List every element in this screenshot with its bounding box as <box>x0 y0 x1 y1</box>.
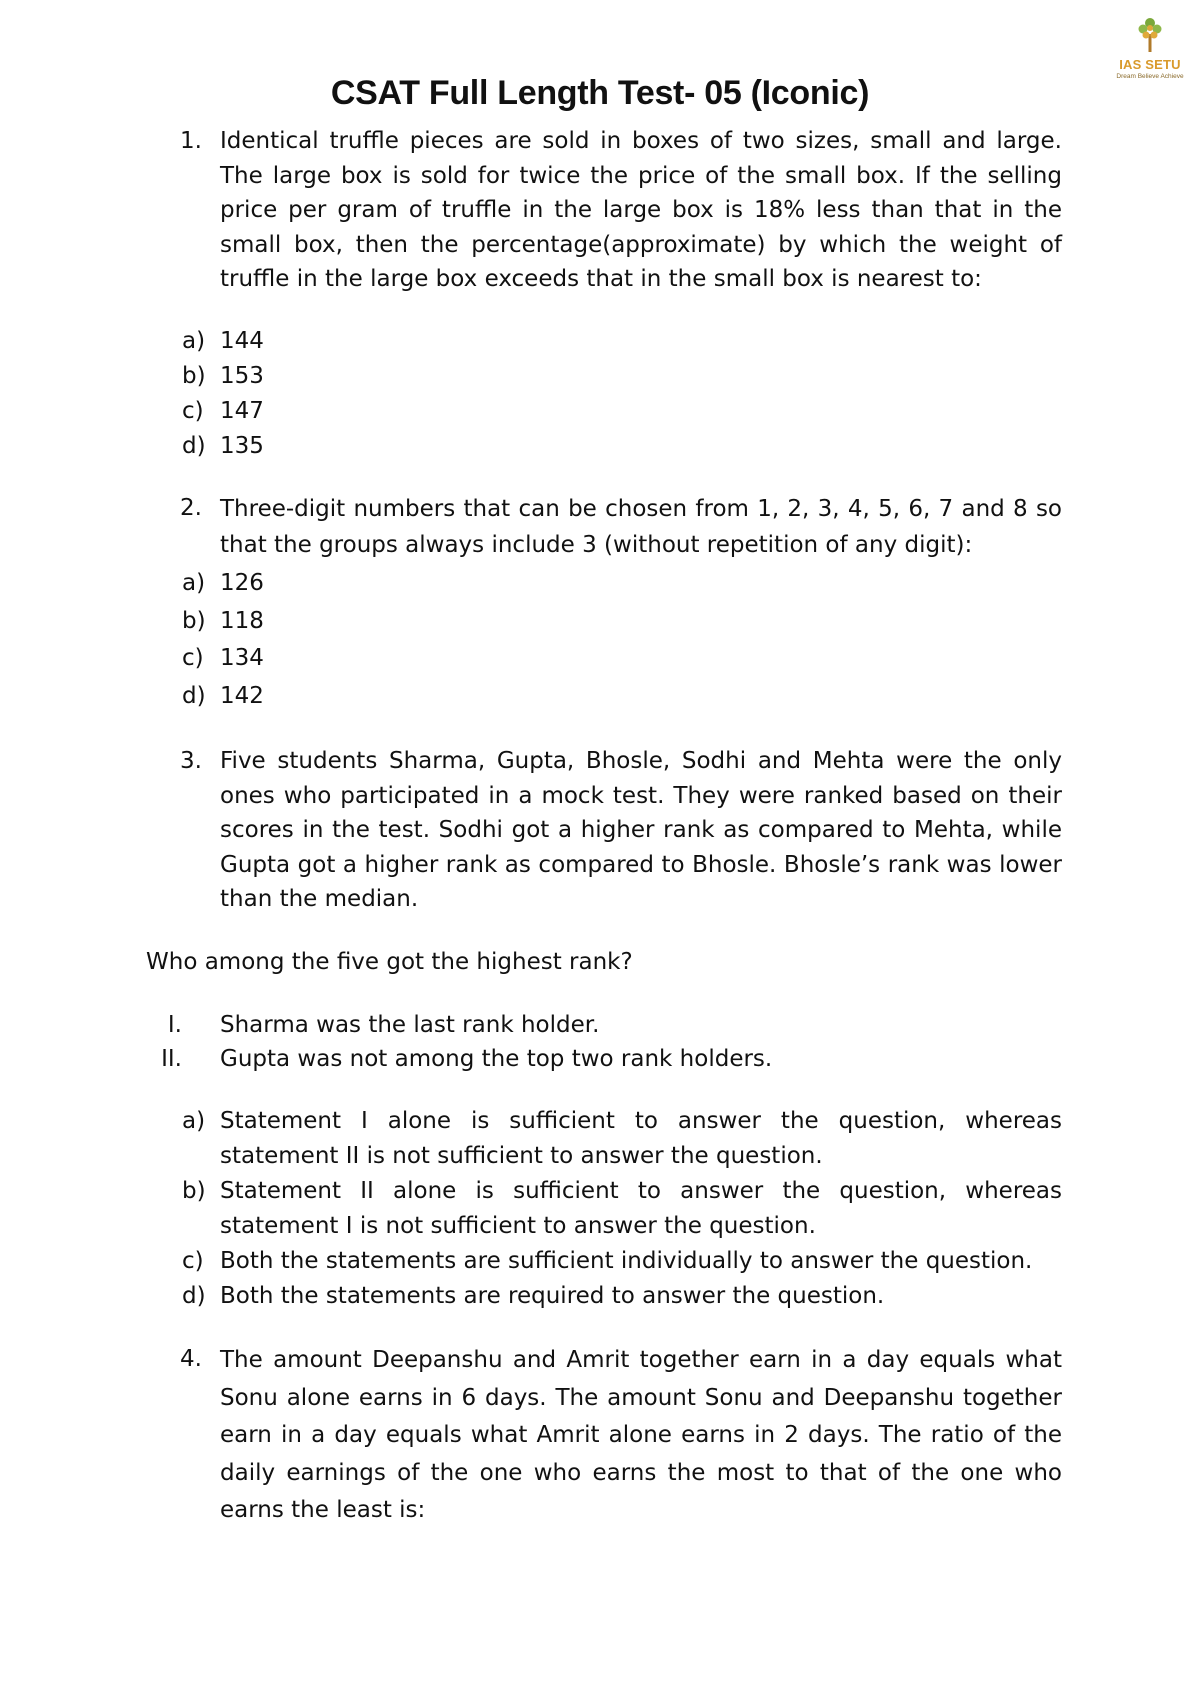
option-value: Both the statements are sufficient individually to answer the question. <box>220 1248 1033 1274</box>
ias-setu-logo <box>1108 14 1192 80</box>
question-4-text: The amount Deepanshu and Amrit together earn in a day equals what Sonu alone earns in 6 days. The amount Sonu and Deepanshu together earn in a day equals what Amrit alone earns in 2 days. The ratio of the daily earnings of the one who earns the most to that of the one who earns the least is: <box>220 1347 1062 1523</box>
option-value: Both the statements are required to answer the question. <box>220 1283 885 1309</box>
option-value: 118 <box>220 608 264 634</box>
option-label: d) <box>182 1283 206 1309</box>
option-label: c) <box>182 1248 204 1274</box>
option-label: c) <box>182 645 204 671</box>
q3-option-b <box>182 1174 1062 1244</box>
option-label: a) <box>182 328 206 354</box>
option-label: a) <box>182 1108 206 1134</box>
option-label: d) <box>182 683 206 709</box>
document-page: IAS SETU Dream Believe Achieve CSAT Full Length Test- 05 (Iconic) 1. Identical truffle pieces are sold in boxes of two sizes, small and large. The large box is sold for twice the price of the small box. If the selling price per gram of truffle in the large box is 18% less than that in the small box, then the percentage(approximate) by which the weight of truffle in the large box exceeds that in the small box is nearest to: a) 144 b) 153 c) 147 d) 135 2. Three-digit numbers that can be chosen from 1, 2, 3, 4, 5, 6, 7 and 8 so that the groups always include 3 (without repetition of any digit): a) 126 b) 118 c) 134 d) 142 3. Five students Sharma, Gupta, Bhosle, Sodhi and Mehta were the only ones who participated in a mock test. They were ranked based on their scores in the test. Sodhi got a higher rank as compared to Mehta, while Gupta got a higher rank as compared to Bhosle. Bhosle’s rank was lower than the median. Who among the five got the highest rank? I. Sharma was the last rank holder. II. Gupta was not among the top two rank holders. a) Statement I alone is sufficient to answer the question, whereas statement II is not sufficient to answer the question. b) Statement II alone is sufficient to answer the question, whereas statement I is not sufficient to answer the question. c) Both the statements are sufficient individually to answer the question. d) Both the statements are required to answer the question. 4. The amount Deepanshu and Amrit together earn in a day equals what Sonu alone earns in 6 days. The amount Sonu and Deepanshu together earn in a day equals what Amrit alone earns in 2 days. The ratio of the daily earnings of the one who earns the most to that of the one who earns the least is: <box>0 0 1200 1696</box>
option-label: b) <box>182 1178 206 1204</box>
option-label: d) <box>182 433 206 459</box>
tree-icon <box>1135 14 1165 54</box>
option-value: 147 <box>220 398 264 424</box>
option-value: Statement II alone is sufficient to answer the question, whereas statement I is not sufficient to answer the question. <box>220 1178 1062 1239</box>
option-value: 153 <box>220 363 264 389</box>
option-value: Statement I alone is sufficient to answer the question, whereas statement II is not sufficient to answer the question. <box>220 1108 1062 1169</box>
q3-option-a <box>182 1104 1062 1174</box>
question-3-number: 3. <box>180 748 202 774</box>
option-value: 126 <box>220 570 264 596</box>
option-value: 144 <box>220 328 264 354</box>
question-3-prompt: Who among the five got the highest rank? <box>146 949 633 975</box>
question-2-number: 2. <box>180 495 202 521</box>
page-title: CSAT Full Length Test- 05 (Iconic) <box>330 74 870 112</box>
q3-option-d <box>182 1279 1062 1314</box>
option-label: b) <box>182 363 206 389</box>
option-value: 134 <box>220 645 264 671</box>
option-value: 135 <box>220 433 264 459</box>
option-label: b) <box>182 608 206 634</box>
option-label: c) <box>182 398 204 424</box>
logo-tagline: Dream Believe Achieve <box>1116 73 1184 80</box>
q3-option-c <box>182 1244 1062 1279</box>
question-2-text: Three-digit numbers that can be chosen from 1, 2, 3, 4, 5, 6, 7 and 8 so that the groups always include 3 (without repetition of any digit): <box>220 496 1062 558</box>
q3-statement-1: Sharma was the last rank holder. <box>220 1012 600 1038</box>
option-value: 142 <box>220 683 264 709</box>
q3-statement-2: Gupta was not among the top two rank holders. <box>220 1046 773 1072</box>
question-4-number: 4. <box>180 1346 202 1372</box>
question-1-number: 1. <box>180 128 202 154</box>
question-3-text: Five students Sharma, Gupta, Bhosle, Sodhi and Mehta were the only ones who participated in a mock test. They were ranked based on their scores in the test. Sodhi got a higher rank as compared to Mehta, while Gupta got a higher rank as compared to Bhosle. Bhosle’s rank was lower than the median. <box>220 748 1062 912</box>
option-label: a) <box>182 570 206 596</box>
question-1-text: Identical truffle pieces are sold in boxes of two sizes, small and large. The large box is sold for twice the price of the small box. If the selling price per gram of truffle in the large box is 18% less than that in the small box, then the percentage(approximate) by which the weight of truffle in the large box exceeds that in the small box is nearest to: <box>220 128 1062 292</box>
logo-brand-text: IAS SETU <box>1119 57 1181 72</box>
